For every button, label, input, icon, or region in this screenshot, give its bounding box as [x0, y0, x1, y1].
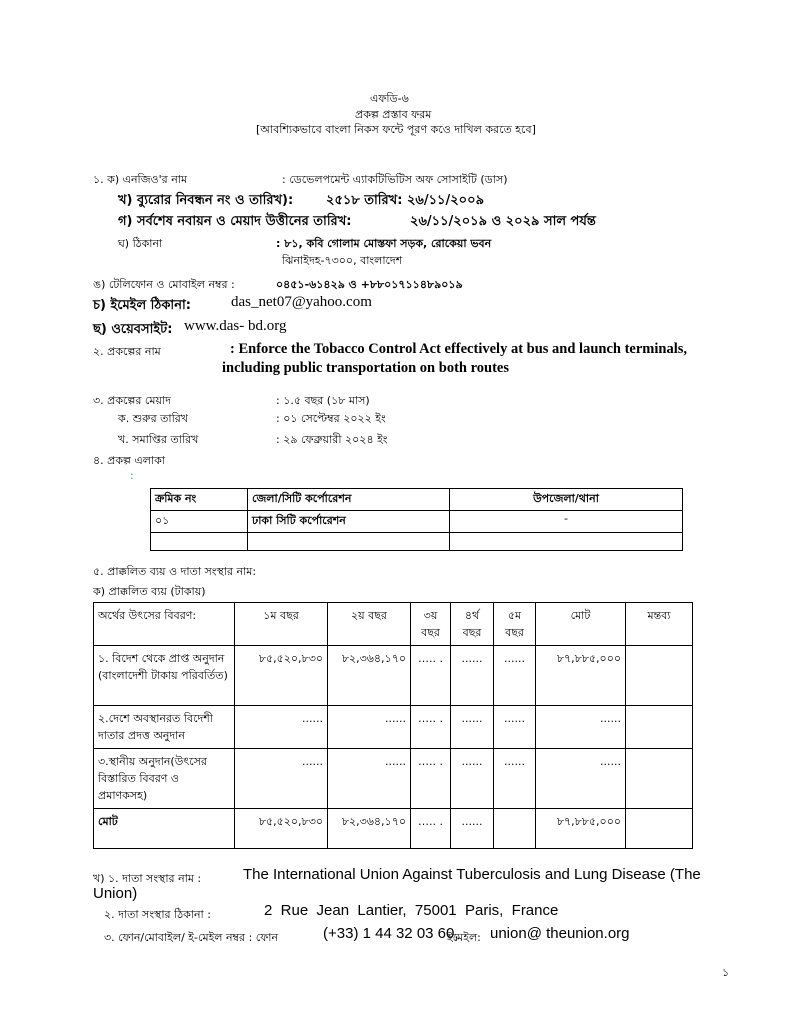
- donor-email-value: union@ theunion.org: [490, 925, 630, 942]
- table-cell: ......: [536, 706, 626, 749]
- table-row: [151, 533, 683, 551]
- table-cell: [626, 809, 693, 849]
- table-header-cell: মোট: [536, 603, 626, 646]
- phone-value: ০৪৫১-৬১৪২৯ ও +৮৮০১৭১১৪৮৯০১৯: [276, 278, 463, 291]
- donor-address-value: 2 Rue Jean Lantier, 75001 Paris, France: [264, 902, 559, 919]
- table-header-cell: ক্রমিক নং: [151, 489, 248, 511]
- table-cell: ১. বিদেশ থেকে প্রাপ্ত অনুদান (বাংলাদেশী টাকায় পরিবর্তিত): [94, 646, 235, 706]
- project-name-line2: including public transportation on both routes: [222, 360, 509, 376]
- table-cell: [626, 749, 693, 809]
- table-cell: ......: [494, 646, 536, 706]
- address-line1: : ৮১, কবি গোলাম মোস্তফা সড়ক, রোকেয়া ভবন: [276, 237, 492, 250]
- project-area-table: [150, 488, 683, 551]
- table-cell: ......: [235, 749, 328, 809]
- page-number: ১: [722, 966, 730, 979]
- donor-address-label: ২. দাতা সংস্থার ঠিকানা :: [104, 908, 211, 921]
- table-row: [94, 749, 693, 809]
- table-header-cell: ১ম বছর: [235, 603, 328, 646]
- table-header-cell: উপজেলা/থানা: [450, 489, 683, 511]
- table-cell: ......: [451, 749, 494, 809]
- table-cell: [494, 809, 536, 849]
- table-header-cell: অর্থের উৎসের বিবরণ:: [94, 603, 235, 646]
- table-cell: [626, 706, 693, 749]
- table-cell: ….. .: [411, 749, 451, 809]
- table-row: [94, 646, 693, 706]
- form-code: এফডি-৬: [370, 92, 409, 105]
- table-cell: ….. .: [411, 706, 451, 749]
- table-cell: [248, 533, 450, 551]
- budget-table: [93, 602, 693, 849]
- ngo-name-value: : ডেভেলপমেন্ট এ্যাকটিভিটিস অফ সোসাইটি (ডাস): [282, 173, 508, 186]
- donor-name-value-line1: The International Union Against Tuberculosis and Lung Disease (The: [243, 866, 701, 883]
- table-header-cell: ২য় বছর: [328, 603, 411, 646]
- table-cell: [450, 533, 683, 551]
- address-label: ঘ) ঠিকানা: [118, 237, 163, 250]
- table-header-cell: মন্তব্য: [626, 603, 693, 646]
- table-header-cell: ৪র্থ বছর: [451, 603, 494, 646]
- table-cell: ......: [494, 749, 536, 809]
- registration-label: খ) ব্যুরোর নিবন্ধন নং ও তারিখ):: [118, 193, 294, 208]
- form-title: প্রকল্প প্রস্তাব ফরম: [355, 108, 432, 121]
- registration-value: ২৫১৮ তারিখ: ২৬/১১/২০০৯: [326, 193, 485, 208]
- table-row: [94, 809, 693, 849]
- table-cell: ......: [235, 706, 328, 749]
- form-instruction: [আবশ্যিকভাবে বাংলা নিকস ফন্টে পূরণ কওে দাখিল করতে হবে]: [256, 123, 536, 136]
- renewal-value: ২৬/১১/২০১৯ ও ২০২৯ সাল পর্যন্ত: [410, 214, 596, 229]
- email-value: das_net07@yahoo.com: [231, 294, 372, 310]
- table-cell: ......: [328, 706, 411, 749]
- table-cell: ৮৫,৫২০,৮৩০: [235, 809, 328, 849]
- phone-label: ঙ) টেলিফোন ও মোবাইল নম্বর :: [93, 278, 235, 291]
- table-cell: ….. .: [411, 646, 451, 706]
- table-cell: ......: [328, 749, 411, 809]
- ngo-name-label: ১. ক) এনজিও'র নাম: [93, 173, 188, 186]
- start-date-value: : ০১ সেপ্টেম্বর ২০২২ ইং: [276, 412, 386, 425]
- address-line2: ঝিনাইদহ-৭৩০০, বাংলাদেশ: [282, 254, 403, 267]
- table-cell: ঢাকা সিটি কর্পোরেশন: [248, 511, 450, 533]
- end-date-label: খ. সমাপ্তির তারিখ: [118, 433, 199, 446]
- table-header-row: [94, 603, 693, 646]
- donor-contact-phone: (+33) 1 44 32 03 60,: [323, 925, 459, 942]
- project-name-line1: : Enforce the Tobacco Control Act effectively at bus and launch terminals,: [230, 341, 687, 357]
- donor-contact-label: ৩. ফোন/মোবাইল/ ই-মেইল নম্বর : ফোন: [104, 931, 279, 944]
- website-label: ছ) ওয়েবসাইট:: [93, 322, 173, 337]
- table-cell: ২.দেশে অবস্থানরত বিদেশী দাতার প্রদত্ত অনুদান: [94, 706, 235, 749]
- table-cell: ৩.স্থানীয় অনুদান(উৎসের বিস্তারিত বিবরণ ও প্রমাণকসহ): [94, 749, 235, 809]
- email-label: চ) ইমেইল ঠিকানা:: [93, 298, 191, 313]
- donor-name-value-line2: Union): [93, 885, 138, 902]
- table-cell: [151, 533, 248, 551]
- project-area-colon: :: [130, 469, 134, 482]
- table-cell: ….. .: [411, 809, 451, 849]
- budget-sub-label: ক) প্রাক্কলিত ব্যয় (টাকায়): [93, 585, 206, 598]
- table-cell: ৮৭,৮৮৫,০০০: [536, 809, 626, 849]
- duration-value: : ১.৫ বছর (১৮ মাস): [276, 394, 370, 407]
- table-cell: [626, 646, 693, 706]
- table-cell: ......: [494, 706, 536, 749]
- table-cell: ৮৭,৮৮৫,০০০: [536, 646, 626, 706]
- table-cell: ৮৫,৫২০,৮৩০: [235, 646, 328, 706]
- table-cell: ০১: [151, 511, 248, 533]
- table-cell: ......: [451, 809, 494, 849]
- table-row: [151, 511, 683, 533]
- donor-name-label: খ) ১. দাতা সংস্থার নাম :: [93, 872, 202, 885]
- table-cell: মোট: [94, 809, 235, 849]
- table-header-cell: ৩য় বছর: [411, 603, 451, 646]
- website-value: www.das- bd.org: [184, 318, 287, 334]
- duration-label: ৩. প্রকল্পের মেয়াদ: [93, 394, 171, 407]
- project-name-label: ২. প্রকল্পের নাম: [93, 345, 161, 358]
- table-cell: ৮২,৩৬৪,১৭০: [328, 809, 411, 849]
- table-cell: ......: [536, 749, 626, 809]
- start-date-label: ক. শুরুর তারিখ: [118, 412, 189, 425]
- end-date-value: : ২৯ ফেব্রুয়ারী ২০২৪ ইং: [276, 433, 388, 446]
- table-cell: ৮২,৩৬৪,১৭০: [328, 646, 411, 706]
- renewal-label: গ) সর্বশেষ নবায়ন ও মেয়াদ উত্তীনের তারিখ:: [118, 214, 352, 229]
- table-cell: ......: [451, 706, 494, 749]
- table-cell: ......: [451, 646, 494, 706]
- table-row: [94, 706, 693, 749]
- table-header-cell: ৫ম বছর: [494, 603, 536, 646]
- table-header-row: [151, 489, 683, 511]
- project-area-label: ৪. প্রকল্প এলাকা: [93, 454, 166, 467]
- table-header-cell: জেলা/সিটি কর্পোরেশন: [248, 489, 450, 511]
- table-cell: -: [450, 511, 683, 533]
- budget-section-label: ৫. প্রাক্কলিত ব্যয় ও দাতা সংস্থার নাম:: [93, 565, 257, 578]
- donor-email-label: ইমেইল:: [447, 931, 481, 944]
